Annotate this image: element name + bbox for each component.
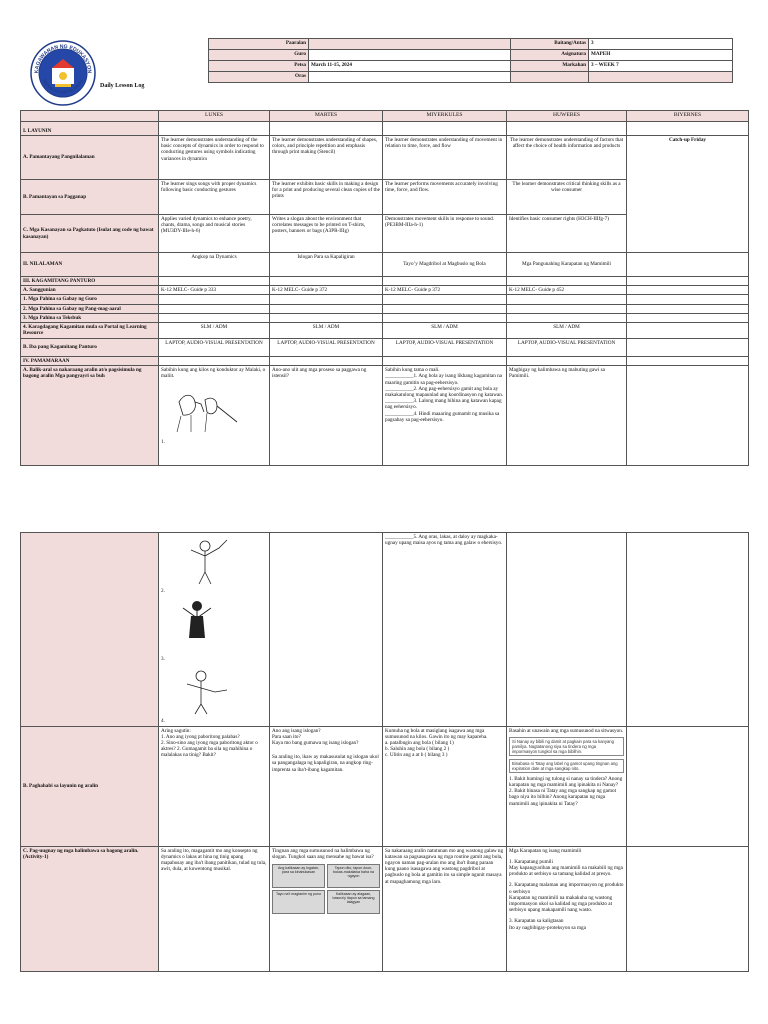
cell-miyerkules-item-5: ___________5. Ang oras, lakas, at daloy ay magkaka-ugnay upang maisa ayos ng tama ang galaw o ehersisyo. — [383, 533, 507, 727]
cell-pamantayang-miyerkules: The learner demonstrates understanding of movement in relation to time, force, and flow — [383, 136, 507, 180]
cell-kasanayan-huwebes: Identifies basic consumer rights (H3CH-IIIfg-7) — [507, 215, 627, 253]
row-label-sanggunian: A. Sanggunian — [21, 286, 159, 295]
karapatan-line-2: May kapangyarihan ang mamimili na makabili ng mga produkto at serbisyo sa tamang kalidad at presyo. — [509, 865, 623, 878]
cell-pamantayang-huwebes: The learner demonstrates understanding of factors that affect the choice of health information and products — [507, 136, 627, 180]
deped-seal-icon — [30, 40, 96, 106]
cell-nilalaman-miyerkules: Tayo’y Magdribol at Magbuslo ng Bola — [383, 253, 507, 277]
section-kagamitan: III. KAGAMITANG PANTURO — [21, 277, 159, 286]
pag-uugnay-martes-text: Tingnan ang mga sumusunod na halimbawa ng slogan. Tungkol saan ang mensahe ng bawat isa? — [272, 847, 374, 860]
row-label-iba: B. Iba pang Kagamitang Panturo — [21, 339, 159, 357]
lesson-info-table — [208, 38, 733, 83]
cell-nilalaman-lunes: Angkop na Dynamics — [159, 253, 270, 277]
paghahabi-huwebes-line-0: Basahin at unawain ang mga sumusunod na sitwasyon. — [509, 727, 624, 734]
section-pamamaraan: IV. PAMAMARAAN — [21, 357, 159, 366]
paghahabi-miyerkules-line-2: b. Saluhin ang bola ( bilang 2 ) — [385, 746, 450, 753]
karapatan-line-0: Mga Karapatan ng isang mamimili — [509, 847, 582, 854]
cell-sanggunian-huwebes: K-12 MELC- Guide p 452 — [507, 286, 627, 295]
conductor-hands-icon — [161, 382, 241, 437]
row-label-karagdagang: 4. Karagdagang Kagamitan mula sa Portal ng Learning Resource — [21, 323, 159, 339]
cell-pag-uugnay-martes — [270, 846, 383, 971]
cell-paghahabi-lunes — [159, 726, 270, 846]
oras-value — [309, 72, 511, 83]
karapatan-line-6: Ito ay nagbibigay-proteksyon sa mga — [509, 924, 586, 931]
corner-cell — [21, 111, 159, 122]
paghahabi-lunes-line-1: 1. Ano ang iyong paboritong palabas? — [161, 733, 240, 740]
asignatura-label: Asignatura — [511, 50, 589, 61]
markahan-label: Markahan — [511, 61, 589, 72]
guro-value — [309, 50, 511, 61]
paghahabi-huwebes-line-3: 1. Bakit humingi ng tulong si nanay sa tindera? Anong karapatan ng mga mamimili ang ipinakita ni Nanay? — [509, 775, 623, 789]
day-header-martes: MARTES — [270, 111, 383, 122]
svg-text:REPUBLIKA NG PILIPINAS: REPUBLIKA NG PILIPINAS — [41, 78, 85, 95]
row-label-teksbuk: 3. Mga Pahina sa Teksbuk — [21, 313, 159, 322]
row-label-paghahabi: B. Paghahabi sa layunin ng aralin — [21, 726, 159, 846]
cell-nilalaman-martes: Islogan Para sa Kapaligiran — [270, 253, 383, 277]
cell-pag-uugnay-huwebes — [507, 846, 627, 971]
cell-pagganap-martes: The learner exhibits basic skills in making a design for a print and producing several clean copies of the prints — [270, 180, 383, 215]
slogan-image: Tayo na't magtanim ng puno — [272, 890, 325, 914]
balik-miyerkules-line-2: ___________2. Ang pag-eehersisyo gamit ang bola ay makakatulong mapaunlad ang koordinasyon ng katawan. — [385, 385, 504, 399]
paghahabi-lunes-line-0: Aring sagutin: — [161, 727, 191, 734]
conductor-figure-icon — [161, 664, 231, 716]
row-label-pag-uugnay: C. Pag-uugnay ng mga halimbawa sa bagong aralin. (Activity-1) — [21, 846, 159, 971]
guro-label: Guro — [209, 50, 309, 61]
cell-pamantayang-lunes: The learner demonstrates understanding of the basic concepts of dynamics in order to respond to conducting gestures using symbols indicating variances in dynamics — [159, 136, 270, 180]
paghahabi-martes-line-3: Sa araling ito, ikaw ay makasusulat ng islogan ukol sa pangangalaga ng kapaligiran, na angkop ring-imprenta sa iba't-ibang kagamitan. — [272, 754, 379, 773]
row-label-mag-aaral: 2. Mga Pahina sa Gabay ng Pang-mag-aaral — [21, 304, 159, 313]
cell-kasanayan-martes: Writes a slogan about the environment that correlates messages to be printed on T-shirts, posters, banners or bags (A3PR-IIIg) — [270, 215, 383, 253]
cell-slm-lunes: SLM / ADM — [159, 323, 270, 339]
balik-miyerkules-line-4: ___________4. Hindi maaaring gumamit ng musika sa pagsabay sa pag-eehersisyo. — [385, 410, 500, 423]
row-label-kasanayan: C. Mga Kasanayan sa Pagkatuto (Isulat ang code ng bawat kasanayan) — [21, 215, 159, 253]
slogan-image: Ang kalikasan ay ingatan, para sa kinabukasan — [272, 864, 325, 888]
balik-lunes-number: 1. — [161, 438, 165, 445]
paghahabi-huwebes-line-4: 2. Bakit binasa ni Tatay ang mga sangkap ng gamot bago niya ito bilhin? Anong karapatan ng mga mamimili ang ipinakita ni Tatay? — [509, 788, 617, 807]
row-label-guro-pahina: 1. Mga Pahina sa Gabay ng Guro — [21, 295, 159, 304]
cell-catch-up-friday: Catch-up Friday — [627, 136, 749, 253]
balik-lunes-text: Sabihin kung ang kilos ng konduktor ay Malaki, o maliit. — [161, 367, 266, 380]
cell-pagganap-huwebes: The learner demonstrates critical thinking skills as a wise consumer — [507, 180, 627, 215]
cell-nilalaman-huwebes: Mga Pangunahing Karapatan ng Mamimili — [507, 253, 627, 277]
oras-label: Oras — [209, 72, 309, 83]
cell-iba-miyerkules: LAPTOP, AUDIO-VISUAL PRESENTATION — [383, 339, 507, 357]
paghahabi-miyerkules-line-3: c. Ulitin ang a at b ( bilang 3 ) — [385, 752, 448, 759]
paghahabi-martes-line-1: Para saan ito? — [272, 733, 301, 740]
asignatura-value: MAPEH — [589, 50, 733, 61]
paghahabi-miyerkules-line-1: a. patalbugin ang bola ( bilang 1) — [385, 740, 454, 747]
balik-miyerkules-line-3: ___________3. Lalong mang hihina ang katawan kapag nag eehersisyo. — [385, 398, 502, 411]
cell-slm-huwebes: SLM / ADM — [507, 323, 627, 339]
page-title: Daily Lesson Log — [100, 83, 145, 89]
cell-balik-martes: Ano-ano ulit ang mga proseso sa paggawa ng istensil? — [270, 366, 383, 466]
paghahabi-martes-line-2: Kaya mo bang gumawa ng isang islogan? — [272, 740, 359, 747]
cell-kasanayan-miyerkules: Demonstrates movement skills in response to sound. (PE3BM-IIIa-h-1) — [383, 215, 507, 253]
paaralan-label: Paaralan — [209, 39, 309, 50]
figure-label-3: 3. — [161, 656, 165, 663]
slogan-image: Kalikasan ay alagaan, basura'y itapon sa tamang lalagyan — [327, 890, 380, 914]
slogan-image: Tapon dito, tapon doon, bukas-makalawa baha na ngayon — [327, 864, 380, 888]
cell-slm-martes: SLM / ADM — [270, 323, 383, 339]
baitang-label: Baitang/Antas — [511, 39, 589, 50]
baitang-value: 3 — [589, 39, 733, 50]
paghahabi-lunes-line-2: 2. Sino-sino ang iyong mga paboritong aktor o aktres? 2. Gumagamit ba sila ng mahihina o malalakas na tinig? Bakit? — [161, 740, 258, 759]
dll-main-table-continued — [20, 532, 749, 972]
cell-paghahabi-huwebes — [507, 726, 627, 846]
petsa-value: March 11-15, 2024 — [309, 61, 511, 72]
cell-sanggunian-lunes: K-12 MELC- Guide p 333 — [159, 286, 270, 295]
cell-slm-miyerkules: SLM / ADM — [383, 323, 507, 339]
cell-iba-lunes: LAPTOP, AUDIO-VISUAL PRESENTATION — [159, 339, 270, 357]
cell-kasanayan-lunes: Applies varied dynamics to enhance poetry, chants, drama, songs and musical stories (MU3DY-IIIe-h-6) — [159, 215, 270, 253]
section-layunin: I. LAYUNIN — [21, 122, 159, 136]
karapatan-line-3: 2. Karapatang malaman ang impormasyon ng produkto o serbisyo — [509, 882, 624, 895]
situation-box-tatay: Binabasa ni Tatay ang label ng gamot upang tingnan ang expiration date at mga sangkap nito. — [509, 759, 624, 773]
row-label-pagganap: B. Pamantayan sa Pagganap — [21, 180, 159, 215]
cell-iba-huwebes: LAPTOP, AUDIO-VISUAL PRESENTATION — [507, 339, 627, 357]
slogan-image-grid — [272, 864, 380, 914]
cell-paghahabi-miyerkules — [383, 726, 507, 846]
cell-pagganap-miyerkules: The learner performs movements accurately involving time, force, and flow. — [383, 180, 507, 215]
karapatan-line-1: 1. Karapatang pumili — [509, 858, 553, 865]
petsa-label: Petsa — [209, 61, 309, 72]
cell-sanggunian-martes: K-12 MELC- Guide p 372 — [270, 286, 383, 295]
empty-cell — [589, 72, 733, 83]
cell-iba-martes: LAPTOP, AUDIO-VISUAL PRESENTATION — [270, 339, 383, 357]
paghahabi-martes-line-0: Ano ang isang islogan? — [272, 727, 321, 734]
cell-pag-uugnay-lunes: Sa araling ito, magagamit mo ang konsepto ng dynamics o lakas at hina ng tinig upang mapahusay ang iba't ibang panitikan, tulad ng tula, awit, dula, at kuwentong musikal. — [159, 846, 270, 971]
paghahabi-miyerkules-line-0: Kumuha ng bola at masiglang isagawa ang mga sumusunod na kilos. Gawin ito ng may kapareha. — [385, 727, 488, 740]
figure-label-2: 2. — [161, 588, 165, 594]
cell-pag-uugnay-miyerkules: Sa nakaraang aralin natutunan mo ang wastong galaw ng katawan sa pagsasagawa ng mga routine gamit ang bola, ngayon naman pag-aralan mo ang iba't ibang paraan kung paano isasagawa ang wastong pagdribol at pagbuslo ng bola at gamitin ito sa simple ngunit masaya at mapaghamong mga laro. — [383, 846, 507, 971]
karapatan-line-5: 3. Karapatan sa kaligtasan — [509, 918, 564, 925]
day-header-lunes: LUNES — [159, 111, 270, 122]
figure-label-4: 4. — [161, 718, 165, 725]
cell-balik-huwebes: Magbigay ng halimbawa ng mabuting gawi sa Pamimili. — [507, 366, 627, 466]
cell-sanggunian-miyerkules: K-12 MELC- Guide p 372 — [383, 286, 507, 295]
conductor-figure-icon — [161, 536, 231, 586]
balik-miyerkules-line-0: Sabihin kung tama o mali. — [385, 367, 440, 374]
cell-balik-miyerkules — [383, 366, 507, 466]
empty-cell — [511, 72, 589, 83]
karapatan-line-4: Karapatan ng mamimili na makakuha ng wastong impormasyon ukol sa kalidad ng mga produkto at serbisyo upang makapamili nang wasto. — [509, 894, 613, 914]
row-label-balik-continued — [21, 533, 159, 727]
cell-paghahabi-martes — [270, 726, 383, 846]
day-header-miyerkules: MIYERKULES — [383, 111, 507, 122]
cell-pamantayang-martes: The learner demonstrates understanding of shapes, colors, and principle repetition and emphasis through print making (Stencil) — [270, 136, 383, 180]
row-label-balik-aral: A. Balik-aral sa nakaraang aralin at/o pagsisimula ng bagong aralin Mga pangyayri sa buh — [21, 366, 159, 466]
cell-pagganap-lunes: The learner sings songs with proper dynamics following basic conducting gestures — [159, 180, 270, 215]
paaralan-value — [309, 39, 511, 50]
cell-balik-lunes — [159, 366, 270, 466]
svg-text:KAGAWARAN NG EDUKASYON: KAGAWARAN NG EDUKASYON — [33, 43, 93, 74]
row-label-nilalaman: II. NILALAMAN — [21, 253, 159, 277]
markahan-value: 3 – WEEK 7 — [589, 61, 733, 72]
cell-figures-lunes — [159, 533, 270, 727]
row-label-pamantayang: A. Pamantayang Pangnilalaman — [21, 136, 159, 180]
dll-main-table — [20, 110, 749, 466]
day-header-huwebes: HUWEBES — [507, 111, 627, 122]
conductor-figure-icon — [161, 596, 231, 654]
balik-miyerkules-line-1: ___________1. Ang bola ay isang likhang kagamitan na maaring gamitin sa pag-eehersisyo. — [385, 373, 502, 386]
situation-box-nanay: Si Nanay ay bibili ng damit at pagkain para sa kanyang pamilya. Nagtatanong siya sa tindera ng mga impormasyon tungkol sa mga bibilhin. — [509, 737, 624, 756]
day-header-biyernes: BIYERNES — [627, 111, 749, 122]
